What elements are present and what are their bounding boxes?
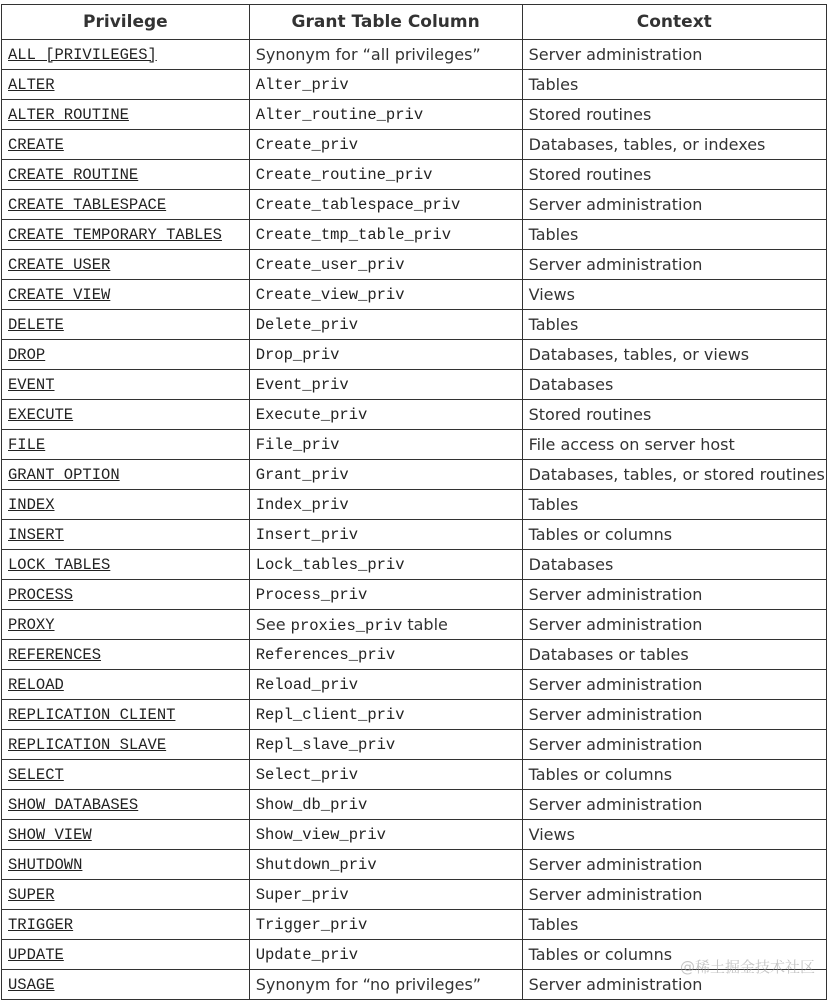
grant-column-value: Super_priv <box>255 885 349 904</box>
context-cell <box>522 400 826 430</box>
privilege-cell <box>2 460 250 490</box>
grant-column-cell <box>249 130 522 160</box>
context-value: Databases, tables, or views <box>528 344 750 364</box>
grant-column-value: Trigger_priv <box>255 915 368 934</box>
privilege-cell <box>2 250 250 280</box>
context-cell <box>522 220 826 250</box>
grant-column-value: Delete_priv <box>255 315 359 334</box>
privilege-link[interactable]: UPDATE <box>8 945 64 964</box>
privilege-link[interactable]: PROXY <box>8 615 55 634</box>
grant-column-value: Alter_routine_priv <box>255 105 424 124</box>
grant-column-cell <box>249 640 522 670</box>
grant-column-cell <box>249 370 522 400</box>
table-row <box>2 310 827 340</box>
context-cell <box>522 100 826 130</box>
privilege-link[interactable]: INDEX <box>8 495 55 514</box>
privilege-link[interactable]: SHOW DATABASES <box>8 795 139 814</box>
grant-column-cell <box>249 40 522 70</box>
table-row <box>2 940 827 970</box>
table-row <box>2 460 827 490</box>
grant-column-value: Event_priv <box>255 375 349 394</box>
privilege-cell <box>2 940 250 970</box>
context-value: Tables <box>528 914 579 934</box>
context-cell <box>522 340 826 370</box>
table-row <box>2 340 827 370</box>
privilege-link[interactable]: EXECUTE <box>8 405 74 424</box>
watermark: @稀土掘金技术社区 <box>679 958 815 976</box>
context-cell <box>522 820 826 850</box>
privilege-cell <box>2 730 250 760</box>
grant-column-value: Create_routine_priv <box>255 165 433 184</box>
context-value: Server administration <box>528 194 703 214</box>
privilege-cell <box>2 190 250 220</box>
context-cell <box>522 700 826 730</box>
privilege-link[interactable]: USAGE <box>8 975 55 994</box>
grant-column-value: Create_view_priv <box>255 285 405 304</box>
grant-column-value: Create_user_priv <box>255 255 405 274</box>
grant-column-cell <box>249 880 522 910</box>
context-value: Server administration <box>528 584 703 604</box>
context-value: Stored routines <box>528 104 652 124</box>
context-cell <box>522 520 826 550</box>
table-row <box>2 850 827 880</box>
header-privilege: Privilege <box>2 5 250 40</box>
grant-column-value: Create_tmp_table_priv <box>255 225 452 244</box>
context-value: Server administration <box>528 704 703 724</box>
context-cell <box>522 370 826 400</box>
context-value: Databases or tables <box>528 644 689 664</box>
context-cell <box>522 430 826 460</box>
table-row <box>2 430 827 460</box>
privilege-link[interactable]: DROP <box>8 345 46 364</box>
privilege-link[interactable]: RELOAD <box>8 675 64 694</box>
grant-column-value: Select_priv <box>255 765 359 784</box>
table-row <box>2 670 827 700</box>
privilege-link[interactable]: CREATE USER <box>8 255 111 274</box>
grant-column-value: Drop_priv <box>255 345 340 364</box>
privilege-cell <box>2 820 250 850</box>
context-value: Server administration <box>528 854 703 874</box>
privilege-cell <box>2 340 250 370</box>
header-grant-table-column: Grant Table Column <box>249 5 522 40</box>
privilege-cell <box>2 910 250 940</box>
privilege-link[interactable]: CREATE TABLESPACE <box>8 195 167 214</box>
table-row <box>2 760 827 790</box>
grant-column-cell <box>249 610 522 640</box>
table-row <box>2 640 827 670</box>
context-value: Tables <box>528 74 579 94</box>
context-cell <box>522 250 826 280</box>
privilege-link[interactable]: PROCESS <box>8 585 74 604</box>
context-value: Server administration <box>528 794 703 814</box>
context-value: Databases, tables, or indexes <box>528 134 766 154</box>
table-row <box>2 880 827 910</box>
context-cell <box>522 730 826 760</box>
privilege-link[interactable]: EVENT <box>8 375 55 394</box>
grant-column-cell <box>249 760 522 790</box>
table-row <box>2 190 827 220</box>
grant-column-cell <box>249 520 522 550</box>
context-value: Tables or columns <box>528 524 673 544</box>
grant-column-cell <box>249 670 522 700</box>
grant-column-value: File_priv <box>255 435 340 454</box>
grant-column-cell <box>249 820 522 850</box>
privilege-link[interactable]: SUPER <box>8 885 55 904</box>
privilege-link[interactable]: LOCK TABLES <box>8 555 111 574</box>
grant-column-value: Index_priv <box>255 495 349 514</box>
privilege-link[interactable]: SHUTDOWN <box>8 855 83 874</box>
grant-column-cell <box>249 970 522 1000</box>
privilege-link[interactable]: DELETE <box>8 315 64 334</box>
grant-column-cell <box>249 430 522 460</box>
table-row <box>2 730 827 760</box>
context-cell <box>522 760 826 790</box>
context-value: Server administration <box>528 734 703 754</box>
grant-column-value: References_priv <box>255 645 396 664</box>
privilege-cell <box>2 610 250 640</box>
grant-column-value: Execute_priv <box>255 405 368 424</box>
grant-column-value: Show_db_priv <box>255 795 368 814</box>
grant-column-value: Shutdown_priv <box>255 855 377 874</box>
privilege-link[interactable]: SHOW VIEW <box>8 825 92 844</box>
privilege-cell <box>2 670 250 700</box>
context-value: Tables or columns <box>528 764 673 784</box>
context-cell <box>522 550 826 580</box>
context-cell <box>522 970 826 1000</box>
privilege-cell <box>2 130 250 160</box>
grant-column-cell <box>249 850 522 880</box>
privilege-link[interactable]: CREATE TEMPORARY TABLES <box>8 225 222 244</box>
table-row <box>2 370 827 400</box>
grant-column-cell <box>249 280 522 310</box>
privilege-link[interactable]: ALTER ROUTINE <box>8 105 129 124</box>
grant-column-value: Synonym for “all privileges” <box>255 44 481 64</box>
privilege-cell <box>2 580 250 610</box>
grant-column-cell <box>249 700 522 730</box>
privilege-cell <box>2 640 250 670</box>
grant-column-cell <box>249 790 522 820</box>
privilege-link[interactable]: INSERT <box>8 525 64 544</box>
privilege-link[interactable]: CREATE VIEW <box>8 285 111 304</box>
table-row <box>2 70 827 100</box>
privilege-cell <box>2 880 250 910</box>
privilege-cell <box>2 370 250 400</box>
privilege-link[interactable]: REPLICATION CLIENT <box>8 705 176 724</box>
grant-column-cell <box>249 220 522 250</box>
grant-column-value: Create_tablespace_priv <box>255 195 461 214</box>
privilege-cell <box>2 760 250 790</box>
privilege-cell <box>2 550 250 580</box>
context-value: Tables <box>528 224 579 244</box>
table-row <box>2 490 827 520</box>
table-row <box>2 820 827 850</box>
context-cell <box>522 790 826 820</box>
grant-column-value: Show_view_priv <box>255 825 386 844</box>
privilege-cell <box>2 400 250 430</box>
privilege-cell <box>2 100 250 130</box>
context-cell <box>522 940 826 970</box>
grant-column-value: Update_priv <box>255 945 359 964</box>
grant-column-value: Lock_tables_priv <box>255 555 405 574</box>
privilege-cell <box>2 310 250 340</box>
context-cell <box>522 850 826 880</box>
header-context: Context <box>522 5 826 40</box>
grant-column-cell <box>249 100 522 130</box>
privilege-link[interactable]: ALTER <box>8 75 55 94</box>
table-header <box>2 5 827 40</box>
context-cell <box>522 880 826 910</box>
grant-column-cell <box>249 160 522 190</box>
context-cell <box>522 310 826 340</box>
grant-column-code: proxies_priv <box>290 616 403 635</box>
context-value: Stored routines <box>528 164 652 184</box>
table-row <box>2 220 827 250</box>
grant-column-cell <box>249 250 522 280</box>
grant-column-value: Grant_priv <box>255 465 349 484</box>
context-cell <box>522 130 826 160</box>
table-row <box>2 130 827 160</box>
privilege-cell <box>2 790 250 820</box>
privilege-link[interactable]: ALL [PRIVILEGES] <box>8 45 157 64</box>
privilege-link[interactable]: CREATE <box>8 135 64 154</box>
grant-column-value: Repl_slave_priv <box>255 735 396 754</box>
privilege-link[interactable]: REFERENCES <box>8 645 102 664</box>
context-value: File access on server host <box>528 434 735 454</box>
privilege-link[interactable]: REPLICATION SLAVE <box>8 735 167 754</box>
table-row <box>2 910 827 940</box>
context-cell <box>522 610 826 640</box>
privilege-link[interactable]: GRANT OPTION <box>8 465 120 484</box>
grant-column-cell <box>249 340 522 370</box>
privilege-cell <box>2 160 250 190</box>
privilege-link[interactable]: SELECT <box>8 765 64 784</box>
context-value: Databases <box>528 374 614 394</box>
context-value: Databases, tables, or stored routines <box>528 464 825 484</box>
header-row <box>2 5 827 40</box>
context-value: Server administration <box>528 884 703 904</box>
grant-column-cell <box>249 190 522 220</box>
context-cell <box>522 580 826 610</box>
context-value: Server administration <box>528 614 703 634</box>
table-body <box>2 40 827 1000</box>
grant-column-cell <box>249 460 522 490</box>
table-row <box>2 790 827 820</box>
context-cell <box>522 190 826 220</box>
table-row <box>2 280 827 310</box>
grant-column-cell <box>249 580 522 610</box>
context-value: Databases <box>528 554 614 574</box>
grant-column-cell <box>249 310 522 340</box>
grant-column-cell <box>249 400 522 430</box>
privilege-link[interactable]: FILE <box>8 435 46 454</box>
grant-column-cell <box>249 940 522 970</box>
table-row <box>2 970 827 1000</box>
grant-column-value: Reload_priv <box>255 675 359 694</box>
privilege-cell <box>2 430 250 460</box>
context-cell <box>522 910 826 940</box>
table-row <box>2 550 827 580</box>
table-row <box>2 160 827 190</box>
grant-column-value: Process_priv <box>255 585 368 604</box>
table-row <box>2 610 827 640</box>
grant-column-value: Repl_client_priv <box>255 705 405 724</box>
context-value: Server administration <box>528 44 703 64</box>
table-row <box>2 700 827 730</box>
grant-column-value: Insert_priv <box>255 525 359 544</box>
grant-column-value: Create_priv <box>255 135 359 154</box>
privilege-cell <box>2 700 250 730</box>
context-cell <box>522 490 826 520</box>
grant-column-cell <box>249 550 522 580</box>
grant-column-value: Alter_priv <box>255 75 349 94</box>
grant-column-text: See <box>255 614 291 634</box>
grant-column-cell <box>249 490 522 520</box>
context-cell <box>522 280 826 310</box>
table-row <box>2 520 827 550</box>
context-value: Views <box>528 824 575 844</box>
privilege-cell <box>2 970 250 1000</box>
privilege-cell <box>2 850 250 880</box>
context-value: Server administration <box>528 974 703 994</box>
privilege-cell <box>2 220 250 250</box>
grant-column-text: table <box>402 614 448 634</box>
context-cell <box>522 70 826 100</box>
table-row <box>2 250 827 280</box>
context-value: Tables <box>528 494 579 514</box>
context-cell <box>522 670 826 700</box>
privilege-link[interactable]: CREATE ROUTINE <box>8 165 139 184</box>
context-value: Stored routines <box>528 404 652 424</box>
privilege-cell <box>2 520 250 550</box>
privilege-link[interactable]: TRIGGER <box>8 915 74 934</box>
grant-column-cell <box>249 910 522 940</box>
context-cell <box>522 160 826 190</box>
grant-column-value: Synonym for “no privileges” <box>255 974 482 994</box>
privileges-table <box>1 4 827 1000</box>
privilege-cell <box>2 40 250 70</box>
table-row <box>2 40 827 70</box>
table-row <box>2 400 827 430</box>
privilege-cell <box>2 280 250 310</box>
grant-column-cell <box>249 730 522 760</box>
table-row <box>2 580 827 610</box>
context-value: Server administration <box>528 254 703 274</box>
context-cell <box>522 460 826 490</box>
table-row <box>2 100 827 130</box>
context-cell <box>522 640 826 670</box>
context-value: Tables <box>528 314 579 334</box>
grant-column-cell <box>249 70 522 100</box>
context-value: Server administration <box>528 674 703 694</box>
privilege-cell <box>2 490 250 520</box>
context-cell <box>522 40 826 70</box>
privilege-cell <box>2 70 250 100</box>
context-value: Tables or columns <box>528 944 673 964</box>
context-value: Views <box>528 284 575 304</box>
